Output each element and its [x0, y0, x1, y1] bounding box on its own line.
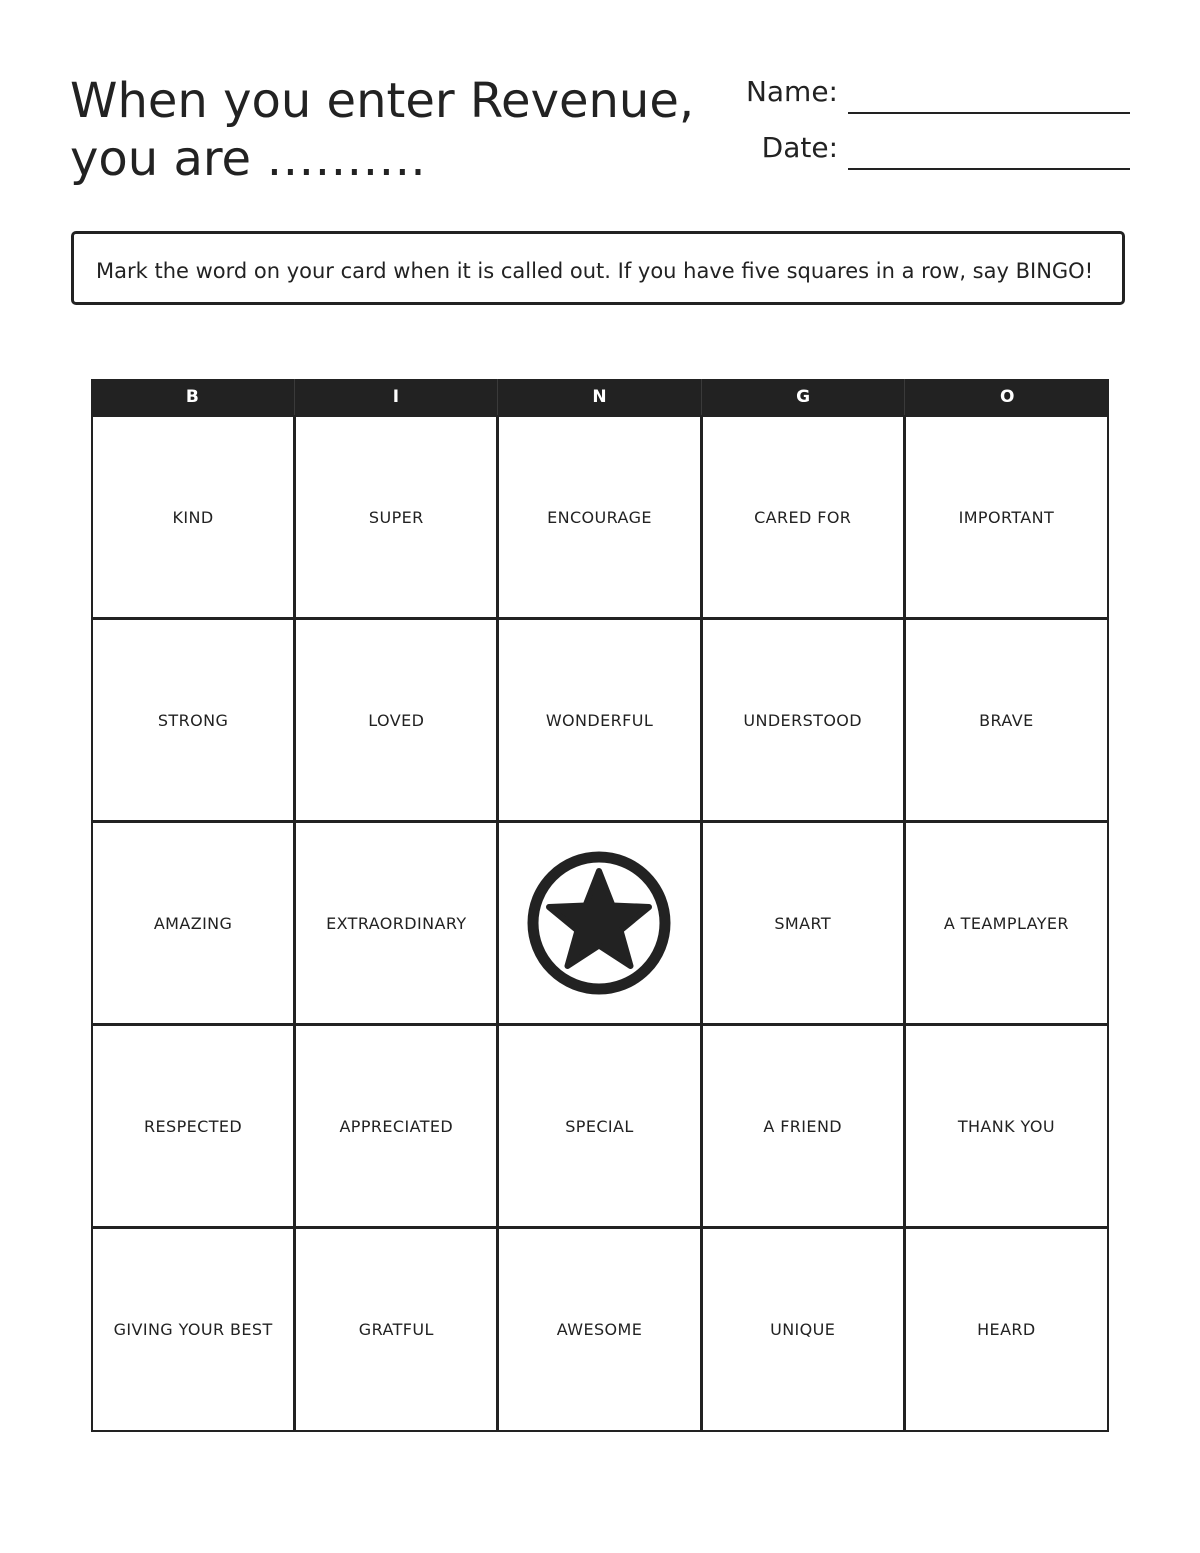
instructions-text: Mark the word on your card when it is called out. If you have five squares in a row, say BINGO! [96, 259, 1094, 283]
title-line-1: When you enter Revenue, [70, 73, 695, 129]
bingo-cell[interactable]: LOVED [296, 620, 499, 823]
star-in-circle-icon [525, 849, 673, 997]
bingo-cell[interactable]: IMPORTANT [906, 417, 1109, 620]
header-o: O [999, 387, 1015, 407]
header-n: N [498, 379, 702, 415]
bingo-cell[interactable]: UNIQUE [703, 1229, 906, 1432]
bingo-cell[interactable]: A TEAMPLAYER [906, 823, 1109, 1026]
bingo-grid [91, 415, 1109, 1432]
bingo-cell[interactable]: GIVING YOUR BEST [93, 1229, 296, 1432]
bingo-cell[interactable]: SMART [703, 823, 906, 1026]
date-field[interactable] [730, 130, 1130, 170]
bingo-cell[interactable]: STRONG [93, 620, 296, 823]
page-title [70, 72, 710, 188]
date-line[interactable] [848, 168, 1130, 170]
name-line[interactable] [848, 112, 1130, 114]
bingo-cell[interactable]: CARED FOR [703, 417, 906, 620]
name-label: Name: [745, 75, 838, 108]
bingo-cell[interactable]: SUPER [296, 417, 499, 620]
bingo-cell[interactable]: THANK YOU [906, 1026, 1109, 1229]
bingo-cell[interactable]: UNDERSTOOD [703, 620, 906, 823]
bingo-cell[interactable]: AMAZING [93, 823, 296, 1026]
free-space-cell[interactable] [499, 823, 702, 1026]
bingo-card [91, 379, 1109, 1432]
bingo-cell[interactable]: A FRIEND [703, 1026, 906, 1229]
bingo-header-row [91, 379, 1109, 415]
name-field[interactable] [730, 74, 1130, 114]
bingo-cell[interactable]: SPECIAL [499, 1026, 702, 1229]
bingo-cell[interactable]: RESPECTED [93, 1026, 296, 1229]
header-i: I [295, 379, 499, 415]
bingo-cell[interactable]: WONDERFUL [499, 620, 702, 823]
bingo-cell[interactable]: AWESOME [499, 1229, 702, 1432]
bingo-cell[interactable]: EXTRAORDINARY [296, 823, 499, 1026]
bingo-cell[interactable]: BRAVE [906, 620, 1109, 823]
title-line-2: you are ………. [70, 131, 426, 187]
bingo-cell[interactable]: HEARD [906, 1229, 1109, 1432]
bingo-cell[interactable]: ENCOURAGE [499, 417, 702, 620]
bingo-cell[interactable]: APPRECIATED [296, 1026, 499, 1229]
bingo-cell[interactable]: GRATFUL [296, 1229, 499, 1432]
header-g: G [702, 379, 906, 415]
bingo-cell[interactable]: KIND [93, 417, 296, 620]
instructions-box [71, 231, 1125, 305]
date-label: Date: [761, 131, 838, 164]
header-b: B [91, 379, 295, 415]
